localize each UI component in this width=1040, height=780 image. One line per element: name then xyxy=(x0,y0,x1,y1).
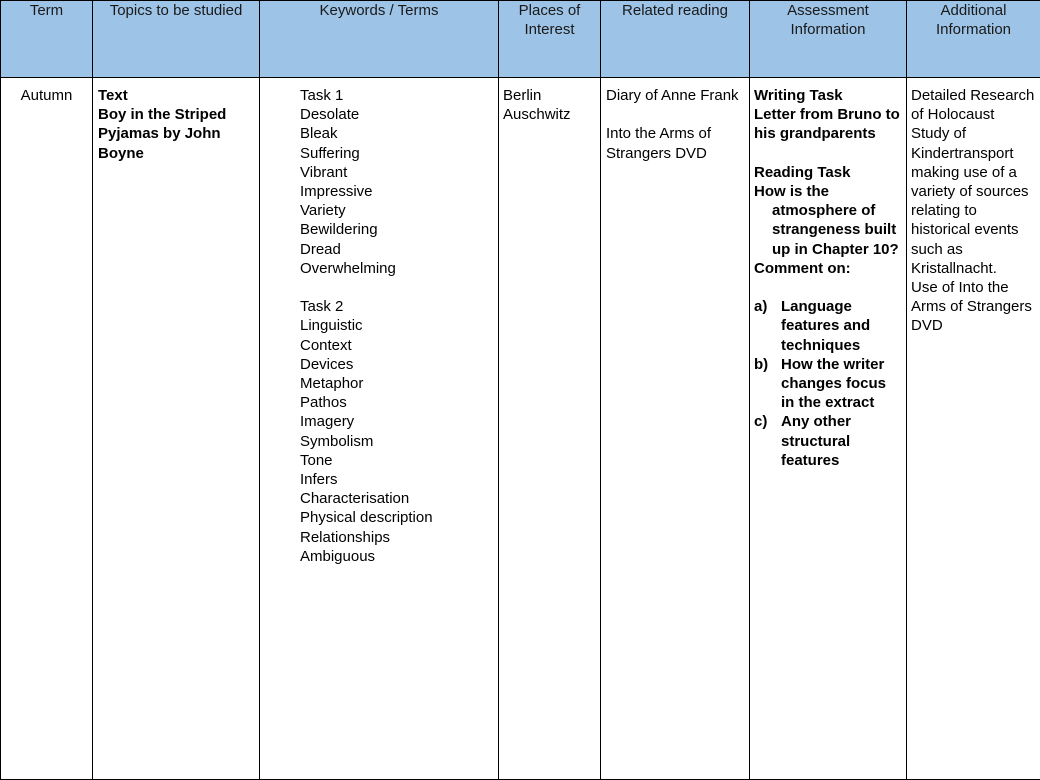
keywords-task2-label: Task 2 xyxy=(300,298,344,316)
keyword-item: Vibrant xyxy=(300,163,348,181)
cell-keywords xyxy=(260,78,499,780)
list-marker: b) xyxy=(754,355,769,373)
list-text: Language features and techniques xyxy=(781,298,871,354)
keyword-item: Metaphor xyxy=(300,375,364,393)
keyword-item: Linguistic xyxy=(300,317,363,335)
list-item xyxy=(754,297,906,355)
header-assessment: Assessment Information xyxy=(750,1,907,78)
header-reading: Related reading xyxy=(601,1,750,78)
additional-para: Study of Kindertransport making use of a variety of sources relating to historical events such as Kristallnacht. xyxy=(911,125,1029,277)
keyword-item: Context xyxy=(300,336,352,354)
keyword-item: Bewildering xyxy=(300,221,378,239)
keyword-item: Variety xyxy=(300,202,346,220)
keyword-item: Overwhelming xyxy=(300,259,396,277)
additional-para: Use of Into the Arms of Strangers DVD xyxy=(911,279,1032,335)
reading-task-title: Reading Task xyxy=(754,163,851,181)
keyword-item: Bleak xyxy=(300,125,338,143)
list-text: How the writer changes focus in the extract xyxy=(781,355,887,412)
keyword-item: Symbolism xyxy=(300,432,374,450)
keyword-item: Pathos xyxy=(300,394,347,412)
reading-item: Diary of Anne Frank xyxy=(606,87,739,104)
reading-item: Into the Arms of Strangers DVD xyxy=(606,125,712,162)
additional-para: Detailed Research of Holocaust xyxy=(911,87,1035,124)
header-additional: Additional Information xyxy=(907,1,1040,78)
list-text: Any other structural features xyxy=(781,413,852,469)
keyword-item: Characterisation xyxy=(300,490,410,508)
reading-task-question-start: How is the xyxy=(754,183,830,200)
spacer xyxy=(606,105,749,124)
keyword-item: Physical description xyxy=(300,509,433,527)
list-marker: c) xyxy=(754,413,768,431)
header-term: Term xyxy=(1,1,93,78)
list-item xyxy=(754,355,906,413)
keywords-task1-label: Task 1 xyxy=(300,87,344,104)
keyword-item: Impressive xyxy=(300,183,373,201)
reading-task-question-rest: atmosphere of strangeness built up in Chapter 10? xyxy=(772,202,899,258)
topics-text-title: Boy in the Striped Pyjamas by John Boyne xyxy=(98,106,227,162)
spacer xyxy=(300,278,498,297)
header-keywords: Keywords / Terms xyxy=(260,1,499,78)
table-row xyxy=(1,78,1040,780)
cell-places xyxy=(499,78,601,780)
keyword-item: Suffering xyxy=(300,144,360,162)
list-marker: a) xyxy=(754,298,768,316)
cell-topics xyxy=(93,78,260,780)
keyword-item: Relationships xyxy=(300,528,391,546)
header-topics: Topics to be studied xyxy=(93,1,260,78)
cell-term: Autumn xyxy=(1,78,93,780)
writing-task-body: Letter from Bruno to his grandparents xyxy=(754,106,900,143)
place-item: Berlin xyxy=(503,87,542,104)
keyword-item: Dread xyxy=(300,240,341,258)
header-places: Places of Interest xyxy=(499,1,601,78)
topics-heading: Text xyxy=(98,87,128,104)
keyword-item: Tone xyxy=(300,451,333,469)
keyword-item: Imagery xyxy=(300,413,355,431)
header-row xyxy=(1,1,1040,78)
cell-reading xyxy=(601,78,750,780)
keyword-item: Ambiguous xyxy=(300,547,376,565)
writing-task-title: Writing Task xyxy=(754,87,843,104)
keyword-item: Devices xyxy=(300,355,354,373)
cell-additional xyxy=(907,78,1040,780)
spacer xyxy=(754,278,906,297)
keyword-item: Infers xyxy=(300,471,338,489)
cell-assessment xyxy=(750,78,907,780)
comment-label: Comment on: xyxy=(754,259,851,277)
spacer xyxy=(754,144,906,163)
place-item: Auschwitz xyxy=(503,106,571,124)
list-item xyxy=(754,412,906,470)
keyword-item: Desolate xyxy=(300,106,360,124)
